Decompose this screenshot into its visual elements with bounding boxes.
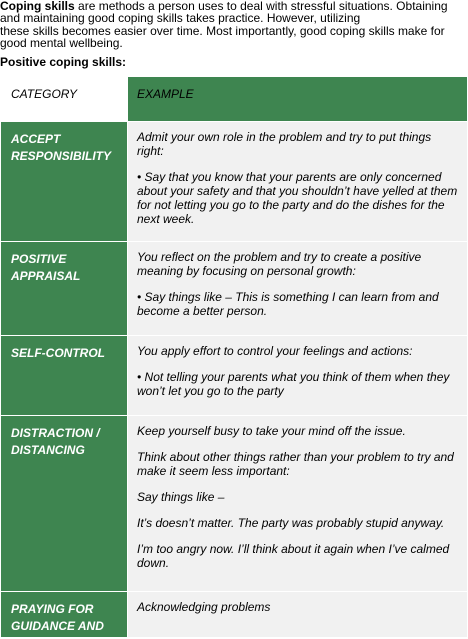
category-label: SELF-CONTROL — [11, 346, 105, 360]
category-label: PRAYING FOR — [11, 602, 94, 616]
intro-term: Coping skills — [0, 0, 75, 13]
category-label: POSITIVE — [11, 252, 67, 266]
category-cell — [1, 122, 128, 242]
category-label: GUIDANCE AND — [11, 619, 104, 633]
intro-paragraph — [0, 0, 468, 50]
example-text: It’s doesn’t matter. The party was probably stupid anyway. — [137, 516, 445, 530]
table-row — [1, 336, 468, 416]
table-row — [1, 592, 468, 638]
table-row — [1, 122, 468, 242]
example-text: • Not telling your parents what you think of them when they won’t let you go to the party — [137, 370, 450, 398]
intro-line-1-rest: are methods a person uses to deal with stressful situations. Obtaining — [74, 0, 448, 13]
header-example-cell — [128, 77, 468, 122]
example-cell — [128, 122, 468, 242]
table-row — [1, 416, 468, 592]
category-label: DISTRACTION / — [11, 426, 100, 440]
intro-line-4: good mental wellbeing. — [0, 36, 123, 51]
category-cell — [1, 336, 128, 416]
intro-line-3: these skills becomes easier over time. Most importantly, good coping skills make for — [0, 23, 445, 38]
example-text: • Say things like – This is something I can learn from and become a better person. — [137, 290, 439, 318]
category-cell — [1, 592, 128, 638]
example-cell — [128, 592, 468, 638]
example-text: Say things like – — [137, 490, 225, 504]
category-cell — [1, 242, 128, 336]
example-text: Acknowledging problems — [137, 600, 271, 614]
table-row — [1, 242, 468, 336]
coping-skills-table — [0, 76, 468, 638]
example-text: Keep yourself busy to take your mind off the issue. — [137, 424, 406, 438]
example-text: I’m too angry now. I’ll think about it again when I’ve calmed down. — [137, 542, 450, 570]
example-text: You apply effort to control your feelings and actions: — [137, 344, 413, 358]
category-label: ACCEPT — [11, 132, 61, 146]
category-label: APPRAISAL — [11, 269, 81, 283]
header-example-label: EXAMPLE — [137, 87, 194, 101]
example-text: Admit your own role in the problem and try to put things right: — [137, 130, 432, 158]
category-label: DISTANCING — [11, 443, 85, 457]
example-text: • Say that you know that your parents are only concerned about your safety and that you shouldn’t have yelled at them for not letting you go to the party and do the dishes for the next week. — [137, 170, 458, 226]
positive-coping-skills-heading: Positive coping skills: — [0, 55, 127, 69]
example-cell — [128, 416, 468, 592]
example-cell — [128, 336, 468, 416]
example-cell — [128, 242, 468, 336]
example-text: You reflect on the problem and try to create a positive meaning by focusing on personal growth: — [137, 250, 422, 278]
category-cell — [1, 416, 128, 592]
header-category-cell — [1, 77, 128, 122]
example-text: Think about other things rather than your problem to try and make it seem less important: — [137, 450, 454, 478]
table-header-row — [1, 77, 468, 122]
intro-line-2: and maintaining good coping skills takes practice. However, utilizing — [0, 11, 361, 26]
header-category-label: CATEGORY — [11, 87, 78, 101]
category-label: RESPONSIBILITY — [11, 149, 112, 163]
